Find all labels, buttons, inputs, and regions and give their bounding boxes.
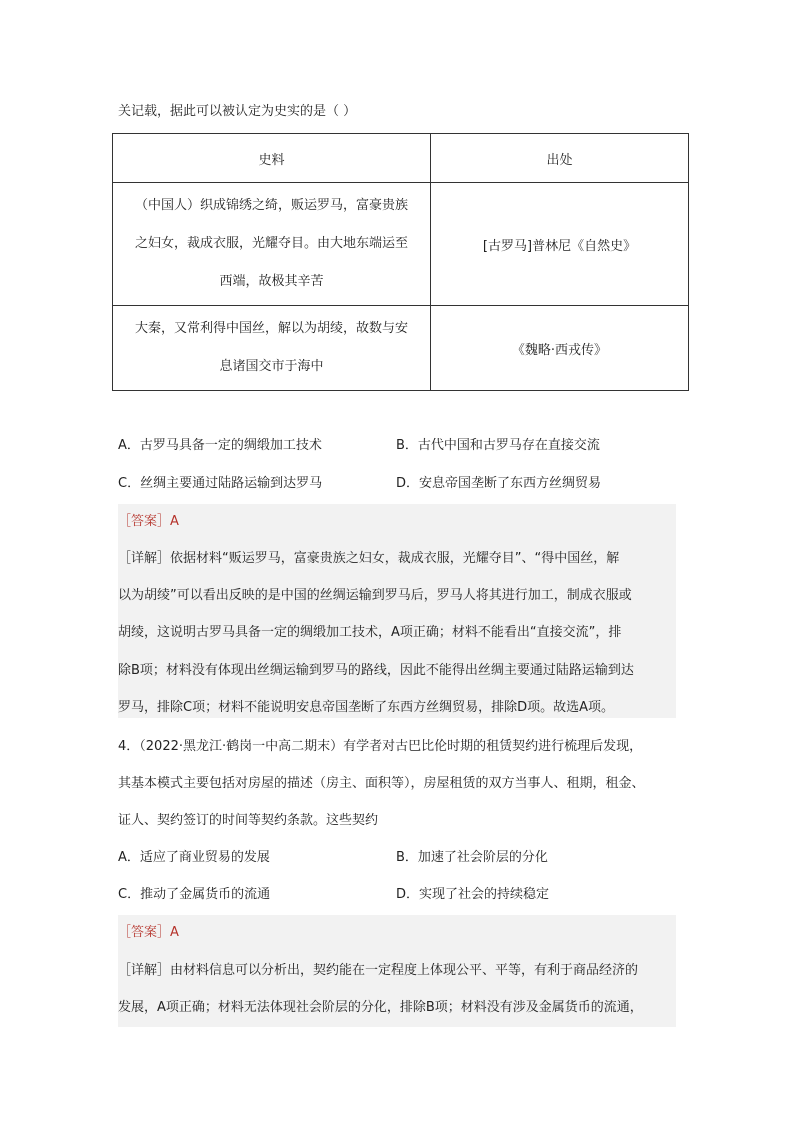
option-c: C．推动了金属货币的流通	[118, 887, 271, 902]
option-b: B．古代中国和古罗马存在直接交流	[396, 438, 600, 453]
table-row	[113, 183, 689, 306]
detail-line: 以为胡绫”可以看出反映的是中国的丝绸运输到罗马后，罗马人将其进行加工，制成衣服或	[118, 588, 632, 603]
detail-line: 罗马，排除C项；材料不能说明安息帝国垄断了东西方丝绸贸易，排除D项。故选A项。	[118, 700, 614, 715]
table-header: 出处	[431, 134, 689, 183]
option-b: B．加速了社会阶层的分化	[396, 850, 548, 865]
table-header-row	[113, 134, 689, 183]
detail-line: ［详解］由材料信息可以分析出，契约能在一定程度上体现公平、平等，有利于商品经济的	[118, 963, 639, 978]
table-header: 史料	[113, 134, 431, 183]
option-c: C．丝绸主要通过陆路运输到达罗马	[118, 476, 323, 491]
answer-line	[118, 921, 179, 940]
material-line: 之妇女，裁成衣服，光耀夺目。由大地东端运至	[134, 236, 408, 251]
detail-line: 除B项；材料没有体现出丝绸运输到罗马的路线，因此不能得出丝绸主要通过陆路运输到达	[118, 663, 634, 678]
table-row	[113, 306, 689, 391]
answer-label: ［答案］	[118, 514, 171, 529]
material-line: 西端，故极其辛苦	[219, 274, 324, 289]
answer-line	[118, 510, 179, 529]
answer-value: A	[170, 925, 179, 940]
detail-line: ［详解］依据材料“贩运罗马，富豪贵族之妇女，裁成衣服，光耀夺目”、“得中国丝，解	[118, 551, 620, 566]
answer-value: A	[170, 514, 179, 529]
detail-line: 胡绫，这说明古罗马具备一定的绸缎加工技术，A项正确；材料不能看出“直接交流”，排	[118, 625, 622, 640]
table-cell-source: 《魏略·西戎传》	[431, 306, 689, 391]
question-stem: 其基本模式主要包括对房屋的描述（房主、面积等），房屋租赁的双方当事人、租期，租金、	[118, 776, 645, 791]
option-a: A．古罗马具备一定的绸缎加工技术	[118, 438, 322, 453]
source-table	[112, 133, 689, 391]
table-cell-source: [古罗马]普林尼《自然史》	[431, 183, 689, 306]
material-line: （中国人）织成锦绣之绮，贩运罗马，富豪贵族	[134, 198, 408, 213]
detail-line: 发展，A项正确；材料无法体现社会阶层的分化，排除B项；材料没有涉及金属货币的流通，	[118, 1000, 643, 1015]
table-cell-material	[113, 183, 431, 306]
question-stem: 证人、契约签订的时间等契约条款。这些契约	[118, 813, 379, 828]
option-a: A．适应了商业贸易的发展	[118, 850, 270, 865]
option-d: D．安息帝国垄断了东西方丝绸贸易	[396, 476, 602, 491]
option-d: D．实现了社会的持续稳定	[396, 887, 550, 902]
material-line: 大秦，又常利得中国丝，解以为胡绫，故数与安	[134, 321, 408, 336]
answer-label: ［答案］	[118, 925, 171, 940]
answer-block	[118, 504, 676, 718]
question-stem: 关记载，据此可以被认定为史实的是（ ）	[118, 104, 357, 119]
material-line: 息诸国交市于海中	[219, 359, 324, 374]
question-stem: 4．（2022·黑龙江·鹤岗一中高二期末）有学者对古巴比伦时期的租赁契约进行梳理后发现，	[118, 739, 643, 754]
table-cell-material	[113, 306, 431, 391]
